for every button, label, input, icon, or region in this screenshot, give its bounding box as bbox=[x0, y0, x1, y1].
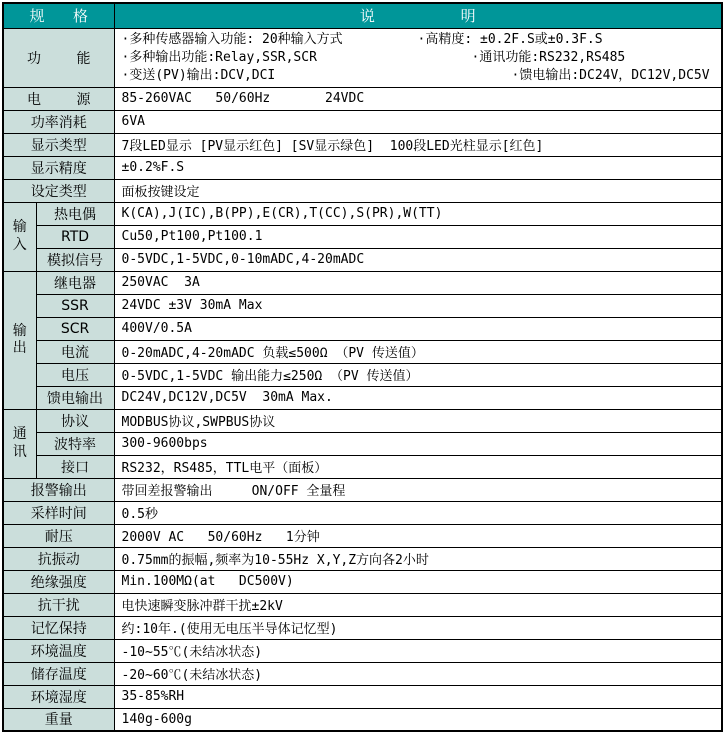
row-voltage-value: 0-5VDC,1-5VDC 输出能力≤250Ω （PV 传送值） bbox=[114, 363, 722, 386]
function-line-right: ·通讯功能:RS232,RS485 bbox=[471, 49, 626, 65]
row-power-label: 电 源 bbox=[3, 87, 114, 110]
row-thermocouple-label: 热电偶 bbox=[36, 202, 114, 225]
header-spec-cell: 规 格 bbox=[3, 3, 114, 28]
row-interference-label: 抗干扰 bbox=[3, 593, 114, 616]
row-weight-label: 重量 bbox=[3, 708, 114, 731]
row-input-analog bbox=[3, 248, 722, 271]
row-display-accuracy-value: ±0.2%F.S bbox=[114, 156, 722, 179]
row-input-rtd bbox=[3, 225, 722, 248]
group-comm-cell bbox=[3, 409, 36, 478]
row-rtd-value: Cu50,Pt100,Pt100.1 bbox=[114, 225, 722, 248]
row-power-consumption bbox=[3, 110, 722, 133]
row-display-accuracy-label: 显示精度 bbox=[3, 156, 114, 179]
function-line-right: ·馈电输出:DC24V，DC12V,DC5V bbox=[511, 67, 710, 83]
row-comm-interface bbox=[3, 455, 722, 478]
row-setting-type-label: 设定类型 bbox=[3, 179, 114, 202]
row-current-label: 电流 bbox=[36, 340, 114, 363]
row-withstand-voltage-label: 耐压 bbox=[3, 524, 114, 547]
row-ambient-temp-value: -10~55℃(未结冰状态) bbox=[114, 639, 722, 662]
row-display-accuracy bbox=[3, 156, 722, 179]
row-vibration bbox=[3, 547, 722, 570]
row-output-relay bbox=[3, 271, 722, 294]
row-memory-label: 记忆保持 bbox=[3, 616, 114, 639]
row-interference-value: 电快速瞬变脉冲群干扰±2kV bbox=[114, 593, 722, 616]
row-ambient-temp bbox=[3, 639, 722, 662]
row-insulation bbox=[3, 570, 722, 593]
row-insulation-value: Min.100MΩ(at DC500V) bbox=[114, 570, 722, 593]
row-alarm-output bbox=[3, 478, 722, 501]
row-vibration-value: 0.75mm的振幅,频率为10-55Hz X,Y,Z方向各2小时 bbox=[114, 547, 722, 570]
row-function bbox=[3, 28, 722, 87]
row-display-type bbox=[3, 133, 722, 156]
row-storage-temp bbox=[3, 662, 722, 685]
row-thermocouple-value: K(CA),J(IC),B(PP),E(CR),T(CC),S(PR),W(TT) bbox=[114, 202, 722, 225]
row-humidity-label: 环境湿度 bbox=[3, 685, 114, 708]
row-alarm-output-value: 带回差报警输出 ON/OFF 全量程 bbox=[114, 478, 722, 501]
row-setting-type bbox=[3, 179, 722, 202]
row-comm-baud bbox=[3, 432, 722, 455]
row-insulation-label: 绝缘强度 bbox=[3, 570, 114, 593]
row-power-value: 85-260VAC 50/60Hz 24VDC bbox=[114, 87, 722, 110]
row-alarm-output-label: 报警输出 bbox=[3, 478, 114, 501]
row-rtd-label: RTD bbox=[36, 225, 114, 248]
function-line-left: ·多种输出功能:Relay,SSR,SCR bbox=[121, 49, 317, 65]
group-input-label: 输入 bbox=[12, 219, 27, 253]
row-withstand-voltage-value: 2000V AC 50/60Hz 1分钟 bbox=[114, 524, 722, 547]
row-memory-value: 约:10年.(使用无电压半导体记忆型) bbox=[114, 616, 722, 639]
function-line bbox=[122, 31, 722, 49]
row-weight-value: 140g-600g bbox=[114, 708, 722, 731]
row-display-type-label: 显示类型 bbox=[3, 133, 114, 156]
row-setting-type-value: 面板按键设定 bbox=[114, 179, 722, 202]
row-humidity bbox=[3, 685, 722, 708]
row-protocol-value: MODBUS协议,SWPBUS协议 bbox=[114, 409, 722, 432]
header-desc-cell: 说 明 bbox=[114, 3, 722, 28]
row-output-scr bbox=[3, 317, 722, 340]
function-value-cell bbox=[114, 28, 722, 87]
header-row bbox=[3, 3, 722, 28]
row-baud-label: 波特率 bbox=[36, 432, 114, 455]
row-relay-label: 继电器 bbox=[36, 271, 114, 294]
row-interference bbox=[3, 593, 722, 616]
row-interface-label: 接口 bbox=[36, 455, 114, 478]
group-input-cell bbox=[3, 202, 36, 271]
row-withstand-voltage bbox=[3, 524, 722, 547]
row-storage-temp-label: 储存温度 bbox=[3, 662, 114, 685]
function-line bbox=[122, 67, 722, 85]
row-sampling-time bbox=[3, 501, 722, 524]
row-protocol-label: 协议 bbox=[36, 409, 114, 432]
row-power bbox=[3, 87, 722, 110]
row-comm-protocol bbox=[3, 409, 722, 432]
function-line-left: ·多种传感器输入功能: 20种输入方式 bbox=[121, 31, 343, 47]
function-label-cell: 功 能 bbox=[3, 28, 114, 87]
row-power-consumption-label: 功率消耗 bbox=[3, 110, 114, 133]
row-output-ssr bbox=[3, 294, 722, 317]
row-analog-value: 0-5VDC,1-5VDC,0-10mADC,4-20mADC bbox=[114, 248, 722, 271]
spec-table bbox=[2, 2, 723, 732]
row-output-feed bbox=[3, 386, 722, 409]
row-humidity-value: 35-85%RH bbox=[114, 685, 722, 708]
row-sampling-time-value: 0.5秒 bbox=[114, 501, 722, 524]
row-scr-value: 400V/0.5A bbox=[114, 317, 722, 340]
group-comm-label: 通讯 bbox=[12, 426, 27, 460]
row-feed-label: 馈电输出 bbox=[36, 386, 114, 409]
row-ssr-value: 24VDC ±3V 30mA Max bbox=[114, 294, 722, 317]
function-line-left: ·变送(PV)输出:DCV,DCI bbox=[121, 67, 276, 83]
row-power-consumption-value: 6VA bbox=[114, 110, 722, 133]
row-relay-value: 250VAC 3A bbox=[114, 271, 722, 294]
function-line-right: ·高精度: ±0.2F.S或±0.3F.S bbox=[417, 31, 603, 47]
row-storage-temp-value: -20~60℃(未结冰状态) bbox=[114, 662, 722, 685]
row-interface-value: RS232，RS485，TTL电平（面板） bbox=[114, 455, 722, 478]
row-feed-value: DC24V,DC12V,DC5V 30mA Max. bbox=[114, 386, 722, 409]
row-sampling-time-label: 采样时间 bbox=[3, 501, 114, 524]
group-output-cell bbox=[3, 271, 36, 409]
row-input-thermocouple bbox=[3, 202, 722, 225]
row-weight bbox=[3, 708, 722, 731]
function-line bbox=[122, 49, 722, 67]
row-vibration-label: 抗振动 bbox=[3, 547, 114, 570]
row-scr-label: SCR bbox=[36, 317, 114, 340]
row-display-type-value: 7段LED显示 [PV显示红色] [SV显示绿色] 100段LED光柱显示[红色] bbox=[114, 133, 722, 156]
row-output-voltage bbox=[3, 363, 722, 386]
row-memory bbox=[3, 616, 722, 639]
row-current-value: 0-20mADC,4-20mADC 负载≤500Ω （PV 传送值） bbox=[114, 340, 722, 363]
row-ambient-temp-label: 环境温度 bbox=[3, 639, 114, 662]
group-output-label: 输出 bbox=[12, 322, 27, 356]
row-baud-value: 300-9600bps bbox=[114, 432, 722, 455]
row-ssr-label: SSR bbox=[36, 294, 114, 317]
row-output-current bbox=[3, 340, 722, 363]
row-voltage-label: 电压 bbox=[36, 363, 114, 386]
row-analog-label: 模拟信号 bbox=[36, 248, 114, 271]
